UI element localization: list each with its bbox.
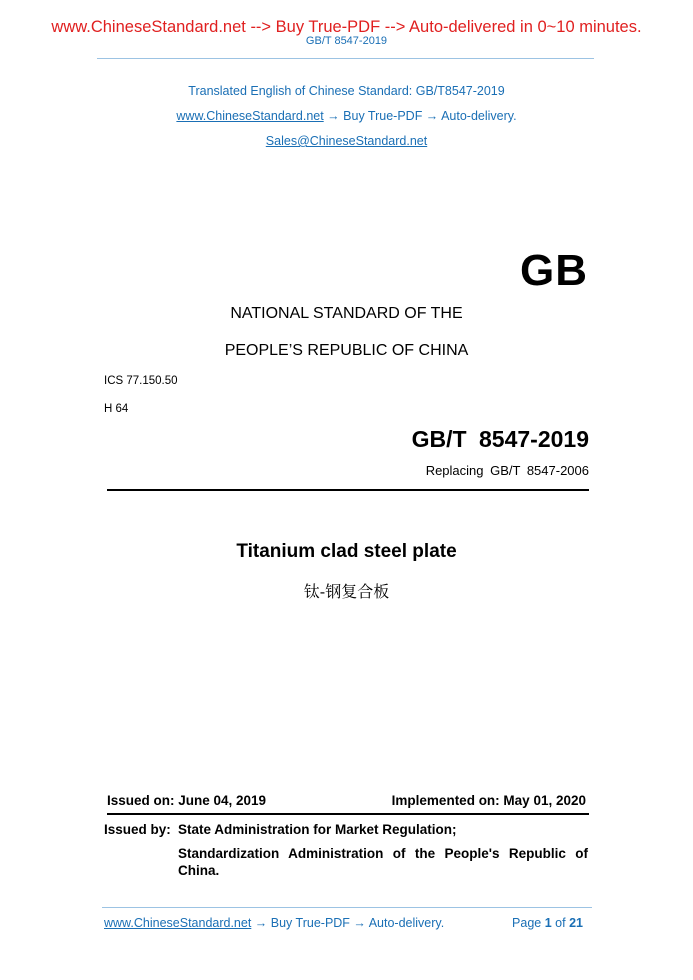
national-standard-line1: NATIONAL STANDARD OF THE (230, 305, 463, 322)
national-standard-line2: PEOPLE’S REPUBLIC OF CHINA (224, 342, 469, 359)
ics-code: ICS 77.150.50 (104, 375, 178, 387)
page-number (512, 916, 583, 930)
issued-by-label: Issued by: (104, 822, 171, 837)
sales-email-link[interactable]: Sales@ChineseStandard.net (265, 134, 428, 148)
header-divider (97, 58, 594, 59)
translated-line: Translated English of Chinese Standard: GB/T8547-2019 (188, 84, 505, 98)
footer-buy-suffix: → Buy True-PDF → Auto-delivery. (251, 916, 445, 930)
page-total: 21 (569, 916, 583, 930)
buy-line (0, 109, 693, 123)
page-of: of (555, 916, 566, 930)
issuer-2-line2: China. (178, 863, 220, 878)
sales-line (0, 134, 693, 148)
standard-number: GB/T 8547-2019 (411, 426, 589, 452)
site-link[interactable]: www.ChineseStandard.net (176, 109, 324, 123)
title-chinese: 钛-钢复合板 (303, 582, 390, 601)
date-divider (107, 813, 589, 815)
footer-divider (102, 907, 592, 908)
title-divider (107, 489, 589, 491)
gb-logo: GB (520, 246, 588, 295)
implemented-on-date: Implemented on: May 01, 2020 (391, 793, 586, 808)
issuer-1: State Administration for Market Regulation; (178, 822, 457, 837)
footer-site-link[interactable]: www.ChineseStandard.net (104, 916, 252, 930)
replacing-standard: Replacing GB/T 8547-2006 (425, 463, 589, 478)
h-code: H 64 (104, 403, 129, 415)
promo-banner[interactable]: www.ChineseStandard.net --> Buy True-PDF --> Auto-delivered in 0~10 minutes. (51, 18, 642, 36)
footer-buy-line (104, 916, 444, 930)
title-english: Titanium clad steel plate (236, 541, 457, 562)
page-label: Page (512, 916, 542, 930)
buy-line-suffix: → Buy True-PDF → Auto-delivery. (323, 109, 517, 123)
issued-on-date: Issued on: June 04, 2019 (107, 793, 267, 808)
issuer-2-line1: Standardization Administration of the People's Republic of (178, 846, 588, 861)
header-doc-id: GB/T 8547-2019 (305, 35, 388, 47)
page-current: 1 (544, 916, 552, 930)
